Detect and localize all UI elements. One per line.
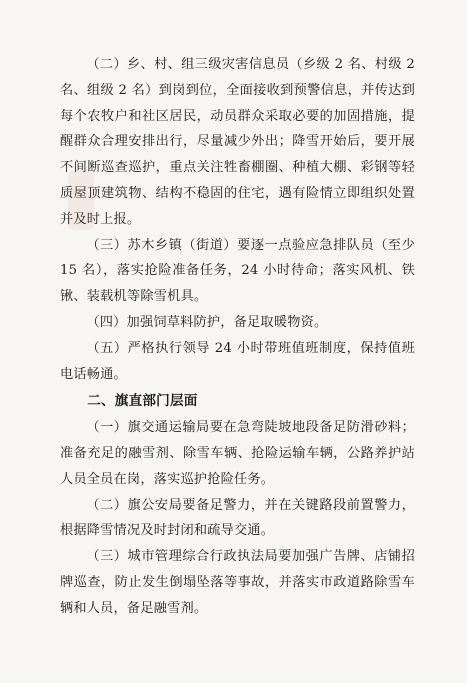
paragraph-public-security-bureau: （二）旗公安局要备足警力，并在关键路段前置警力，根据降雪情况及时封闭和疏导交通。 bbox=[60, 497, 415, 539]
paragraph-urban-management: （三）城市管理综合行政执法局要加强广告牌、店铺招牌巡查，防止发生倒塌坠落等事故，并落实市政道路除雪车辆和人员，备足融雪剂。 bbox=[60, 549, 415, 616]
document-body bbox=[60, 52, 415, 622]
paragraph-township-info-officers: （二）乡、村、组三级灾害信息员（乡级 2 名、村级 2 名、组级 2 名）到岗到位，全面接收到预警信息，并传达到每个农牧户和社区居民，动员群众采取必要的加固措施，提醒群众合理安排出行，尽量减少外出；降雪开始后，要开展不间断巡查巡护，重点关注牲畜棚圈、种植大棚、彩钢等轻质屋顶建筑物、结构不稳固的住宅，遇有险情立即组织处置并及时上报。 bbox=[60, 57, 415, 227]
paragraph-fodder-protection: （四）加强饲草料防护，备足取暖物资。 bbox=[86, 314, 328, 330]
paragraph-duty-system: （五）严格执行领导 24 小时带班值班制度，保持值班电话畅通。 bbox=[60, 340, 415, 382]
section-heading-banner-departments: 二、旗直部门层面 bbox=[87, 393, 198, 410]
paragraph-township-rescue-team: （三）苏木乡镇（街道）要逐一点验应急排队员（至少 15 名），落实抢险准备任务，24 小时待命；落实风机、铁锹、装载机等除雪机具。 bbox=[60, 237, 415, 305]
paragraph-transport-bureau: （一）旗交通运输局要在急弯陡坡地段备足防滑砂料；准备充足的融雪剂、除雪车辆、抢险运输车辆，公路养护站人员全员在岗，落实巡护抢险任务。 bbox=[60, 420, 415, 487]
